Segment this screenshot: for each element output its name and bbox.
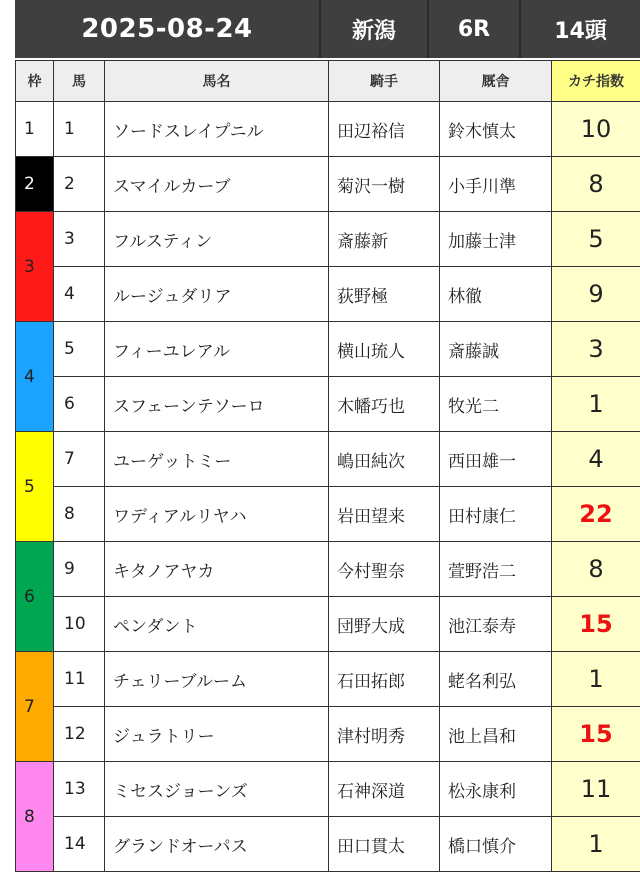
table-row — [16, 597, 640, 652]
horse-name-cell: グランドオーパス — [105, 817, 329, 872]
trainer-cell: 小手川準 — [440, 157, 552, 212]
kachi-index-cell: 1 — [552, 817, 640, 872]
col-header-uma: 馬 — [54, 61, 105, 102]
horse-name-cell: ワディアルリヤハ — [105, 487, 329, 542]
horse-number-cell: 8 — [54, 487, 105, 542]
horse-name-cell: チェリーブルーム — [105, 652, 329, 707]
waku-cell: 5 — [16, 432, 54, 542]
jockey-cell: 木幡巧也 — [329, 377, 440, 432]
jockey-cell: 石神深道 — [329, 762, 440, 817]
trainer-cell: 西田雄一 — [440, 432, 552, 487]
race-track: 新潟 — [321, 0, 429, 58]
table-row — [16, 542, 640, 597]
kachi-index-cell: 1 — [552, 377, 640, 432]
table-row — [16, 487, 640, 542]
horse-number-cell: 12 — [54, 707, 105, 762]
trainer-cell: 牧光二 — [440, 377, 552, 432]
trainer-cell: 萱野浩二 — [440, 542, 552, 597]
jockey-cell: 田辺裕信 — [329, 102, 440, 157]
kachi-index-cell: 10 — [552, 102, 640, 157]
jockey-cell: 団野大成 — [329, 597, 440, 652]
horse-name-cell: フィーユレアル — [105, 322, 329, 377]
horse-number-cell: 6 — [54, 377, 105, 432]
horse-number-cell: 1 — [54, 102, 105, 157]
race-header — [15, 0, 640, 58]
waku-cell: 2 — [16, 157, 54, 212]
horse-number-cell: 10 — [54, 597, 105, 652]
waku-cell: 7 — [16, 652, 54, 762]
table-row — [16, 707, 640, 762]
waku-cell: 8 — [16, 762, 54, 872]
jockey-cell: 田口貫太 — [329, 817, 440, 872]
horse-name-cell: スマイルカーブ — [105, 157, 329, 212]
trainer-cell: 加藤士津 — [440, 212, 552, 267]
kachi-index-cell: 11 — [552, 762, 640, 817]
horse-name-cell: キタノアヤカ — [105, 542, 329, 597]
horse-number-cell: 7 — [54, 432, 105, 487]
horse-name-cell: スフェーンテソーロ — [105, 377, 329, 432]
horse-number-cell: 11 — [54, 652, 105, 707]
kachi-index-cell: 3 — [552, 322, 640, 377]
kachi-index-cell: 1 — [552, 652, 640, 707]
horse-number-cell: 14 — [54, 817, 105, 872]
horse-number-cell: 9 — [54, 542, 105, 597]
jockey-cell: 菊沢一樹 — [329, 157, 440, 212]
race-number: 6R — [429, 0, 521, 58]
table-row — [16, 652, 640, 707]
trainer-cell: 橋口慎介 — [440, 817, 552, 872]
waku-cell: 1 — [16, 102, 54, 157]
horse-name-cell: ソードスレイプニル — [105, 102, 329, 157]
race-date: 2025-08-24 — [15, 0, 321, 58]
horse-name-cell: ルージュダリア — [105, 267, 329, 322]
kachi-index-cell: 8 — [552, 157, 640, 212]
jockey-cell: 今村聖奈 — [329, 542, 440, 597]
jockey-cell: 石田拓郎 — [329, 652, 440, 707]
horse-name-cell: ペンダント — [105, 597, 329, 652]
table-row — [16, 817, 640, 872]
kachi-index-cell: 9 — [552, 267, 640, 322]
table-row — [16, 322, 640, 377]
kachi-index-cell: 8 — [552, 542, 640, 597]
table-row — [16, 102, 640, 157]
horse-name-cell: ジュラトリー — [105, 707, 329, 762]
trainer-cell: 田村康仁 — [440, 487, 552, 542]
horse-number-cell: 13 — [54, 762, 105, 817]
table-row — [16, 377, 640, 432]
table-row — [16, 432, 640, 487]
col-header-jockey: 騎手 — [329, 61, 440, 102]
waku-cell: 6 — [16, 542, 54, 652]
kachi-index-cell: 22 — [552, 487, 640, 542]
trainer-cell: 鈴木慎太 — [440, 102, 552, 157]
entries-table — [15, 60, 640, 872]
jockey-cell: 津村明秀 — [329, 707, 440, 762]
waku-cell: 3 — [16, 212, 54, 322]
horse-name-cell: ユーゲットミー — [105, 432, 329, 487]
horse-name-cell: ミセスジョーンズ — [105, 762, 329, 817]
trainer-cell: 池上昌和 — [440, 707, 552, 762]
kachi-index-cell: 15 — [552, 707, 640, 762]
horse-number-cell: 4 — [54, 267, 105, 322]
table-row — [16, 267, 640, 322]
horse-number-cell: 3 — [54, 212, 105, 267]
trainer-cell: 松永康利 — [440, 762, 552, 817]
trainer-cell: 蛯名利弘 — [440, 652, 552, 707]
table-row — [16, 212, 640, 267]
trainer-cell: 斎藤誠 — [440, 322, 552, 377]
col-header-trainer: 厩舎 — [440, 61, 552, 102]
jockey-cell: 斎藤新 — [329, 212, 440, 267]
jockey-cell: 嶋田純次 — [329, 432, 440, 487]
runner-count: 14頭 — [554, 18, 607, 44]
trainer-cell: 池江泰寿 — [440, 597, 552, 652]
horse-name-cell: フルスティン — [105, 212, 329, 267]
table-row — [16, 157, 640, 212]
jockey-cell: 荻野極 — [329, 267, 440, 322]
kachi-index-cell: 15 — [552, 597, 640, 652]
horse-number-cell: 5 — [54, 322, 105, 377]
jockey-cell: 横山琉人 — [329, 322, 440, 377]
waku-cell: 4 — [16, 322, 54, 432]
trainer-cell: 林徹 — [440, 267, 552, 322]
col-header-name: 馬名 — [105, 61, 329, 102]
table-row — [16, 762, 640, 817]
table-body — [16, 102, 640, 872]
col-header-index: カチ指数 — [552, 61, 640, 102]
kachi-index-cell: 4 — [552, 432, 640, 487]
kachi-index-cell: 5 — [552, 212, 640, 267]
col-header-waku: 枠 — [16, 61, 54, 102]
jockey-cell: 岩田望来 — [329, 487, 440, 542]
table-header-row — [16, 61, 640, 102]
horse-number-cell: 2 — [54, 157, 105, 212]
